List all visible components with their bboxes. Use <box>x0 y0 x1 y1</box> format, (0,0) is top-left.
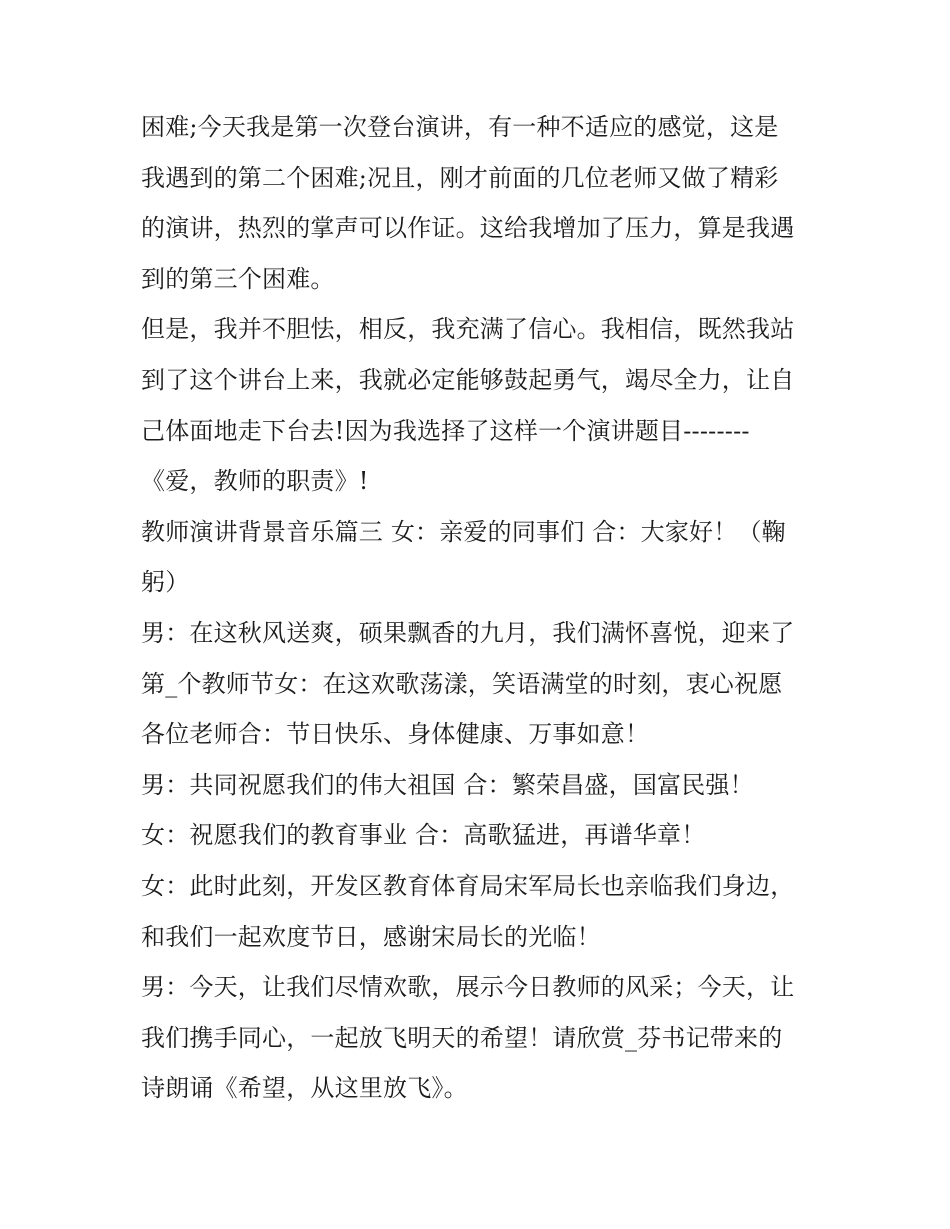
text-line: 女：此时此刻，开发区教育体育局宋军局长也亲临我们身边， <box>141 871 795 900</box>
text-line: 到了这个讲台上来，我就必定能够鼓起勇气，竭尽全力，让自 <box>141 365 795 394</box>
text-line: 男：今天，让我们尽情欢歌，展示今日教师的风采；今天，让 <box>141 973 795 1002</box>
document-body <box>141 102 821 1114</box>
text-line: 男：共同祝愿我们的伟大祖国 合：繁荣昌盛，国富民强！ <box>141 770 754 799</box>
text-line: 教师演讲背景音乐篇三 女：亲爱的同事们 合：大家好！（鞠 <box>141 517 786 546</box>
text-line: 到的第三个困难。 <box>141 264 335 293</box>
text-line: 困难;今天我是第一次登台演讲，有一种不适应的感觉，这是 <box>141 113 779 141</box>
text-line: 己体面地走下台去!因为我选择了这样一个演讲题目-------- <box>141 416 750 445</box>
text-line: 各位老师合：节日快乐、身体健康、万事如意！ <box>141 720 650 749</box>
text-line: 女：祝愿我们的教育事业 合：高歌猛进，再谱华章！ <box>141 821 706 850</box>
text-line: 躬） <box>141 568 190 597</box>
text-line: 第_个教师节女：在这欢歌荡漾，笑语满堂的时刻，衷心祝愿 <box>141 669 783 698</box>
text-line: 的演讲，热烈的掌声可以作证。这给我增加了压力，算是我遇 <box>141 214 795 243</box>
text-line: 我遇到的第二个困难;况且，刚才前面的几位老师又做了精彩 <box>141 163 779 192</box>
text-line: 诗朗诵《希望，从这里放飞》。 <box>141 1074 468 1103</box>
text-line: 我们携手同心，一起放飞明天的希望！请欣赏_芬书记带来的 <box>141 1023 783 1052</box>
text-line: 和我们一起欢度节日，感谢宋局长的光临！ <box>141 922 601 951</box>
text-line: 男：在这秋风送爽，硕果飘香的九月，我们满怀喜悦，迎来了 <box>141 618 795 647</box>
text-line: 《爱，教师的职责》! <box>141 467 369 496</box>
text-line: 但是，我并不胆怯，相反，我充满了信心。我相信，既然我站 <box>141 315 795 344</box>
